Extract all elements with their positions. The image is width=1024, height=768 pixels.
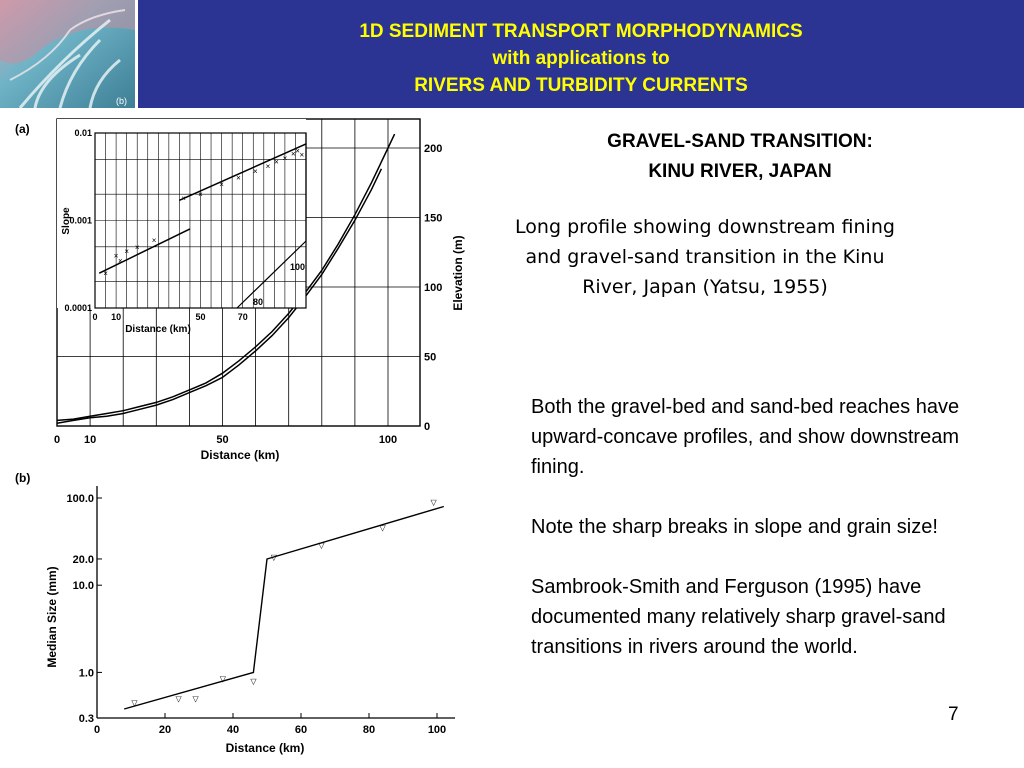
banner-title-line3: RIVERS AND TURBIDITY CURRENTS [414,75,748,96]
paragraph-profiles: Both the gravel-bed and sand-bed reaches have upward-concave profiles, and show downstream fining. [531,396,960,478]
panel-b-y-tick-label: 20.0 [72,553,94,566]
panel-a-inset-y-tick-label: 0.001 [69,215,92,226]
panel-b-x-axis-label: Distance (km) [225,741,305,755]
panel-b-data-point: ▽ [270,553,277,563]
panel-a-inset-x-tick-label: 70 [237,312,248,322]
panel-a-inset-point: × [265,161,271,171]
panel-a-y-tick-label: 100 [424,282,443,294]
panel-b-x-tick-label: 40 [226,724,240,736]
banner-title [138,18,1024,99]
panel-a-inset-x-tick-label: 50 [195,312,206,322]
panel-a-inset-point: × [181,194,186,204]
panel-a-inset-y-tick-label: 0.01 [74,128,92,138]
panel-b-data-point: ▽ [318,540,325,550]
panel-a-x-axis-label: Distance (km) [200,448,280,462]
logo-letter: (b) [116,96,127,106]
panel-a-y-axis-label: Elevation (m) [451,235,465,311]
slide-title-line1: GRAVEL-SAND TRANSITION: [607,131,873,152]
panel-a-inset-point: × [151,235,157,245]
panel-a-inset-point: × [103,269,108,279]
panel-a-inset-point: × [117,256,123,266]
panel-b-data-point: ▽ [175,694,182,704]
banner-title-line1: 1D SEDIMENT TRANSPORT MORPHODYNAMICS [359,21,803,42]
panel-a-inset-point: × [219,180,224,190]
panel-a-inset-point: × [253,166,258,176]
panel-a-x-tick-label: 50 [216,434,229,446]
figure-panels [0,111,490,768]
panel-b-x-tick-label: 80 [362,724,376,736]
panel-a-x-tick-label: 0 [53,434,61,446]
slide-title [520,127,960,187]
panel-a-y-tick-label: 50 [424,351,437,364]
panel-a-x-tick-label: 10 [83,434,97,446]
panel-b-data-point: ▽ [131,698,138,708]
panel-a-y-tick-label: 0 [424,421,431,433]
panel-a-x-tick-label: 100 [378,434,398,446]
panel-b-x-tick-label: 60 [294,724,308,736]
panel-a-inset-x-axis-label: Distance (km) [125,324,191,335]
paragraph-sharp-breaks: Note the sharp breaks in slope and grain size! [531,516,938,538]
panel-b-data-point: ▽ [430,497,437,507]
panel-a-inset-edge-label: 100 [290,262,306,272]
panel-a-inset-point: × [198,190,203,200]
panel-b-y-tick-label: 1.0 [78,667,94,680]
panel-b-data-point: ▽ [250,676,257,686]
panel-a-inset-y-tick-label: 0.0001 [64,303,92,313]
panel-b-label: (b) [15,471,31,485]
panel-a-inset-point: × [113,251,119,261]
page-number: 7 [948,704,959,725]
panel-a-slope-inset [57,119,306,335]
panel-a-inset-point: × [124,246,129,256]
panel-a-label: (a) [15,122,30,136]
panel-b-data-point: ▽ [219,674,226,684]
panel-b-y-tick-label: 0.3 [78,713,94,725]
panel-b-x-tick-label: 100 [427,724,447,736]
panel-a-inset-point: × [274,157,279,167]
panel-a-inset-edge-label: 80 [253,297,264,307]
banner-title-line2: with applications to [492,48,670,69]
panel-a-inset-y-axis-label: Slope [61,207,72,235]
panel-b-x-tick-label: 20 [158,724,172,736]
panel-b-y-tick-label: 100.0 [66,493,94,505]
panel-a-inset-x-tick-label: 0 [92,312,98,322]
slide-title-line2: KINU RIVER, JAPAN [648,161,832,182]
panel-b-x-tick-label: 0 [93,724,101,736]
panel-b-y-tick-label: 10.0 [72,580,94,593]
panel-a-inset-x-tick-label: 10 [111,312,122,322]
title-banner [0,0,1024,111]
figure-caption: Long profile showing downstream fining and gravel-sand transition in the Kinu River, Japan (Yatsu, 1955) [515,216,895,298]
panel-b-y-axis-label: Median Size (mm) [45,566,59,668]
body-text [531,392,1006,692]
panel-a-inset-point: × [282,153,288,163]
panel-b-trend-line-1 [124,507,444,710]
panel-a-y-tick-label: 150 [424,212,443,225]
panel-a-inset-point: × [134,242,140,252]
panel-a-inset-point: × [295,146,300,156]
logo-image [0,0,135,108]
panel-a-inset-point: × [291,149,296,159]
panel-a-inset-point: × [236,173,241,183]
panel-a-inset-point: × [299,150,305,160]
panel-a-y-tick-label: 200 [424,143,443,155]
panel-b-data-point: ▽ [379,523,386,533]
paragraph-references: Sambrook-Smith and Ferguson (1995) have documented many relatively sharp gravel-sand transitions in rivers around the world. [531,576,946,658]
panel-b-grain-size-chart [45,486,455,755]
panel-b-data-point: ▽ [192,694,199,704]
